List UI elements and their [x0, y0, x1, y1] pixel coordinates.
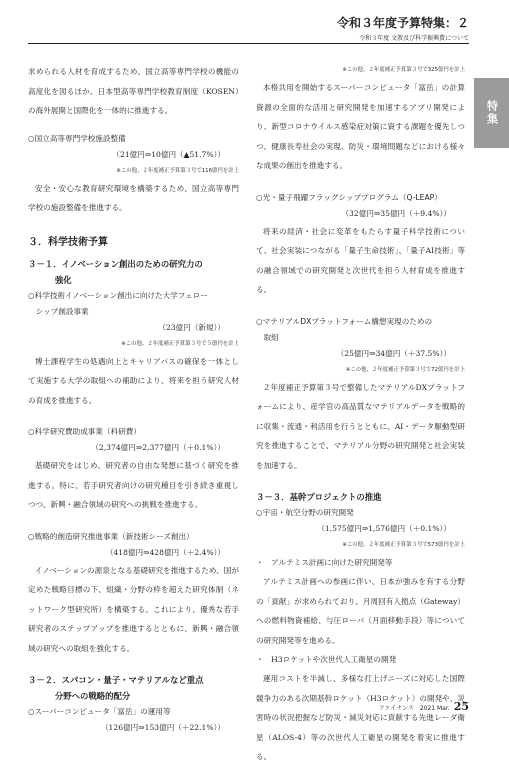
section-3-2-number: ３－２．: [28, 675, 62, 685]
right-column: [256, 62, 465, 767]
qleap-body: 将来の経済・社会に変革をもたらす量子科学技術について、社会実装につながる「量子生命技術」、「量子AI技術」等の融合領域での研究開発と次世代を担う人材育成を推進する。: [256, 226, 465, 294]
kaken-amount: （2,374億円⇒2,377億円（＋0.1%））: [91, 443, 225, 452]
material-item-title: [256, 314, 465, 346]
space-h3-body: 運用コストを半減し、多様な打上げニーズに対応した国際競争力のある次期基幹ロケット（H3ロケット）の開発や、災害時の状況把握など防災・減災対応に貢献する先進レーダ衛星（ALOS-4）等の次世代人工衛星の開発を着実に推進する。: [256, 674, 465, 761]
kaken-body: 基礎研究をはじめ、研究者の自由な発想に基づく研究を推進する。特に、若手研究者向けの研究種目を引き続き重視しつつ、新興・融合領域の研究への挑戦を推進する。: [28, 461, 239, 509]
section-3-1-line1: イノベーション創出のための研究力の: [61, 258, 203, 269]
feature-side-tab: 特集: [474, 78, 509, 148]
space-note: ※この他、２年度補正予算第３号で573億円を計上: [342, 542, 465, 548]
fellowship-title-line2: シップ創設事業: [35, 306, 89, 316]
qleap-amount: （32億円⇒35億円（＋9.4%））: [341, 208, 451, 218]
page-header-subtitle: 令和３年度 文教及び科学振興費について: [359, 35, 469, 42]
senryaku-amount: （418億円⇒428億円（＋2.4%））: [105, 547, 225, 557]
section-3-2-line2: 分野への戦略的配分: [54, 691, 131, 701]
material-amount: （25億円⇒34億円（＋37.5%））: [336, 348, 451, 358]
intro-paragraph: 求められる人材を育成するため、国立高等専門学校の機能の高度化を図るほか、日本型高等専門学校教育制度（KOSEN）の海外展開と国際化を一体的に推進する。: [28, 67, 239, 115]
kosen-amount: （21億円⇒10億円（▲51.7%））: [112, 149, 225, 159]
material-note: ※この他、２年度補正予算第３号で72億円を計上: [345, 366, 465, 373]
magazine-name: ファイナンス 2021 Mar.: [378, 705, 450, 712]
fugaku-amount: （126億円⇒153億円（＋22.1%））: [100, 723, 225, 732]
space-artemis-body: アルテミス計画への参画に伴い、日本が強みを有する分野の「貢献」が求められており、月周回有人拠点（Gateway）への燃料物資補給、与圧ローバ（月面移動手段）等についての研究開発等を進める。: [256, 577, 465, 645]
senryaku-body: イノベーションの源泉となる基礎研究を推進するため、国が定めた戦略目標の下、組織・分野の枠を超えた研究体制（ネットワーク型研究所）を構築する。これにより、優秀な若手研究者のステップアップを推進するとともに、新興・融合領域の研究への取組を強化する。: [28, 565, 239, 653]
section-3-2-line1: スパコン・量子・マテリアルなど重点: [61, 675, 204, 685]
section-3-1-line2: 強化: [54, 274, 72, 285]
header-divider: [28, 43, 469, 44]
material-body: ２年度補正予算第３号で整備したマテリアルDXプラットフォームにより、産学官の高品質なマテリアルデータを戦略的に収集・流通・利活用を行うとともに、AI・データ駆動型研究を推進することで、マテリアル分野の研究開発と社会実装を加速する。: [256, 382, 465, 470]
fellowship-body: 博士課程学生の処遇向上とキャリアパスの確保を一体として実施する大学の取組への補助により、将来を担う研究人材の育成を推進する。: [28, 356, 239, 405]
section-3-3-heading: ３－３．基幹プロジェクトの推進: [256, 492, 382, 502]
material-title-line1: ○マテリアルDXプラットフォーム構想実現のための: [256, 316, 433, 326]
space-bullet-artemis: ・ アルテミス計画に向けた研究開発等: [256, 558, 393, 567]
space-item-title: ○宇宙・航空分野の研究開発: [256, 508, 354, 517]
page-footer: [378, 695, 469, 714]
section-3-heading: ３．科学技術予算: [28, 236, 108, 248]
fugaku-item-title: ○スーパーコンピュータ「富岳」の運用等: [28, 707, 171, 716]
kosen-item-title: ○国立高等専門学校施設整備: [28, 133, 126, 143]
section-3-1-heading: [28, 256, 239, 288]
kosen-note: ※この他、２年度補正予算第３号で116億円を計上: [116, 167, 239, 174]
section-3-1-number: ３－１．: [28, 258, 62, 269]
fugaku-note: ※この他、２年度補正予算第３号で325億円を計上: [342, 67, 465, 73]
section-3-2-heading: [28, 672, 239, 704]
page-number: 25: [453, 700, 469, 713]
fellowship-title-line1: ○科学技術イノベーション創出に向けた大学フェロー: [28, 290, 208, 300]
kaken-item-title: ○科学研究費助成事業（科研費）: [28, 427, 141, 436]
material-title-line2: 取組: [263, 332, 279, 342]
page-header-title: 令和３年度予算特集：２: [336, 16, 469, 30]
fellowship-item-title: [28, 288, 239, 320]
qleap-item-title: ○光・量子飛躍フラッグシッププログラム（Q-LEAP）: [256, 192, 442, 202]
fugaku-body: 本格共用を開始するスーパーコンピュータ「富岳」の計算資源の全面的な活用と研究開発を加速するアプリ開発により、新型コロナウイルス感染症対策に資する課題を優先しつつ、健康長寿社会の実現、防災・環境問題などにおける様々な成果の創出を推進する。: [256, 83, 465, 170]
space-amount: （1,575億円⇒1,576億円（＋0.1%））: [317, 524, 451, 533]
space-bullet-h3: ・ H3ロケットや次世代人工衛星の開発: [256, 655, 397, 664]
senryaku-item-title: ○戦略的創造研究推進事業（新技術シーズ創出）: [28, 531, 194, 541]
fellowship-note: ※この他、２年度補正予算第３号で５億円を計上: [121, 340, 239, 347]
left-column: [28, 62, 239, 736]
kosen-body: 安全・安心な教育研究環境を構築するため、国立高等専門学校の施設整備を推進する。: [28, 183, 239, 212]
fellowship-amount: （23億円（新規））: [158, 322, 225, 332]
